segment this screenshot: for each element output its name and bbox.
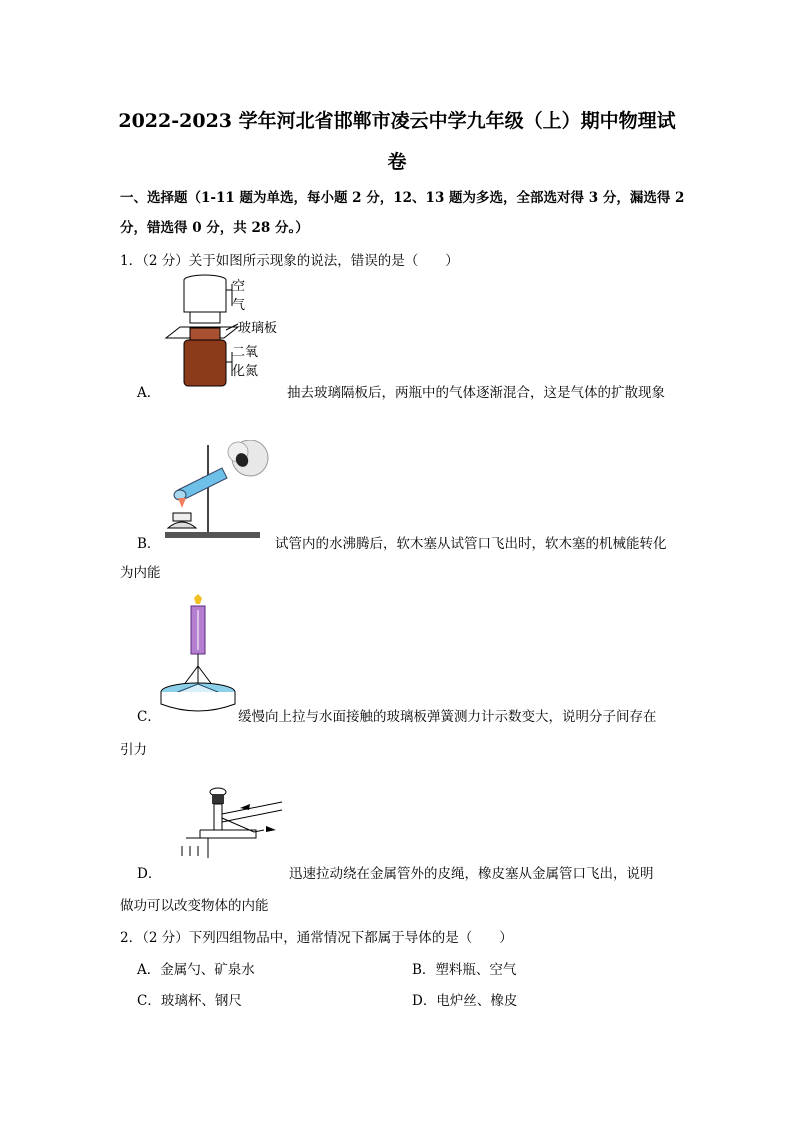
q1-option-a-text: 抽去玻璃隔板后，两瓶中的气体逐渐混合，这是气体的扩散现象	[287, 385, 665, 401]
q1-option-b-text-line1: 试管内的水沸腾后，软木塞从试管口飞出时，软木塞的机械能转化	[275, 536, 667, 552]
q1-option-a-label: A．	[137, 385, 161, 401]
q1-option-b-text-line2: 为内能	[120, 565, 161, 581]
q1-option-d-label: D．	[137, 866, 162, 882]
q2-option-b: B．塑料瓶、空气	[412, 962, 517, 978]
q2-option-d: D．电炉丝、橡皮	[412, 993, 518, 1009]
q2-stem: 2．（2 分）下列四组物品中，通常情况下都属于导体的是（ ）	[120, 930, 513, 946]
fig-label-air2: 气	[232, 298, 246, 313]
q1-stem: 1．（2 分）关于如图所示现象的说法，错误的是（ ）	[120, 253, 459, 269]
q1-option-c-label: C．	[137, 709, 161, 725]
q1-option-d-text-line2: 做功可以改变物体的内能	[120, 898, 269, 914]
figure-gas-diffusion	[160, 272, 300, 390]
fig-label-no2-1: 二氧	[232, 345, 259, 360]
section-heading-line1: 一、选择题（1-11 题为单选，每小题 2 分，12、13 题为多选，全部选对得 3 分，漏选得 2	[120, 190, 685, 206]
section-heading-line2: 分，错选得 0 分，共 28 分。）	[120, 220, 309, 236]
q1-option-b-label: B．	[137, 536, 161, 552]
figure-spring-scale-glass-plate	[158, 594, 240, 716]
q1-option-d-text-line1: 迅速拉动绕在金属管外的皮绳，橡皮塞从金属管口飞出，说明	[289, 866, 654, 882]
exam-title-line1: 2022-2023 学年河北省邯郸市凌云中学九年级（上）期中物理试	[118, 110, 676, 132]
q2-option-a: A．金属勺、矿泉水	[137, 962, 255, 978]
fig-label-no2-2: 化氮	[232, 364, 259, 379]
fig-label-glass: 玻璃板	[238, 321, 278, 336]
figure-test-tube-cork	[160, 440, 272, 540]
q2-option-c: C．玻璃杯、钢尺	[137, 993, 242, 1009]
fig-label-air1: 空	[232, 279, 246, 294]
exam-title-line2: 卷	[387, 151, 407, 173]
figure-metal-tube-rope	[178, 784, 288, 860]
q1-option-c-text-line2: 引力	[120, 742, 147, 758]
q1-option-c-text-line1: 缓慢向上拉与水面接触的玻璃板弹簧测力计示数变大，说明分子间存在	[238, 709, 657, 725]
